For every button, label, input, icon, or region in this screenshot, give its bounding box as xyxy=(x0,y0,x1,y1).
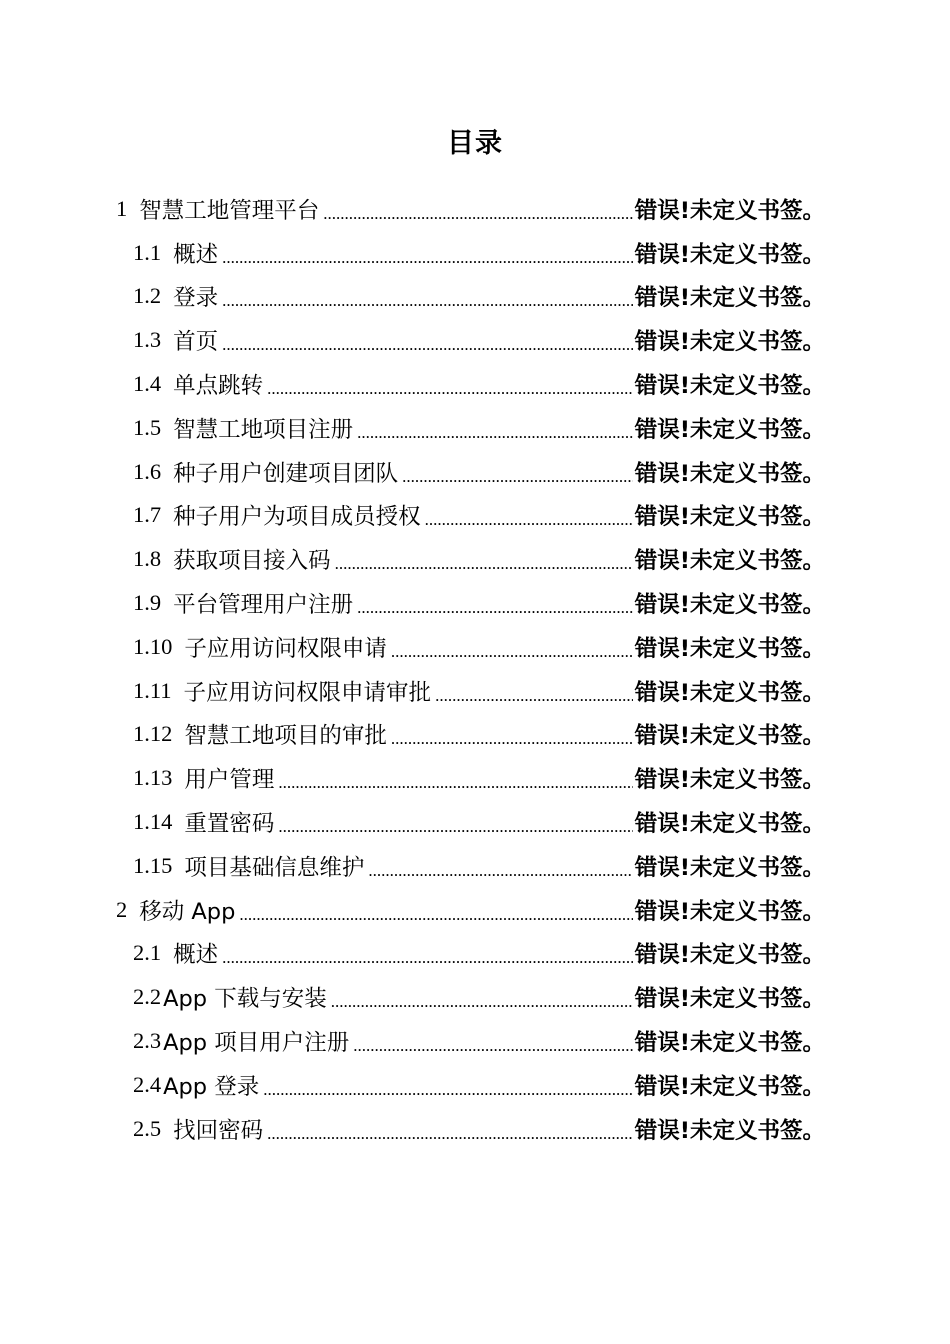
toc-entry-page-ref: 错误!未定义书签。 xyxy=(634,416,825,443)
toc-entry-number: 1 xyxy=(116,195,128,221)
toc-entry-label: 种子用户创建项目团队 xyxy=(173,460,399,487)
toc-entry[interactable] xyxy=(0,231,950,275)
toc-entry-number: 1.4 xyxy=(133,371,162,397)
toc-entry-label: 种子用户为项目成员授权 xyxy=(173,504,421,531)
toc-leader-dots xyxy=(353,1037,633,1063)
toc-leader-dots xyxy=(278,818,632,844)
toc-entry-label: App 项目用户注册 xyxy=(163,1030,350,1057)
toc-entry-page-ref: 错误!未定义书签。 xyxy=(634,635,825,662)
toc-leader-dots xyxy=(222,292,633,318)
toc-entry-number: 1.14 xyxy=(133,809,173,835)
toc-entry-number: 2.1 xyxy=(133,940,162,966)
toc-entry-page-ref: 错误!未定义书签。 xyxy=(634,986,825,1013)
toc-entry[interactable] xyxy=(0,713,950,757)
toc-entry-label: 登录 xyxy=(173,285,219,312)
toc-leader-dots xyxy=(331,993,633,1019)
toc-entry-page-ref: 错误!未定义书签。 xyxy=(634,723,825,750)
toc-entry-page-ref: 错误!未定义书签。 xyxy=(634,285,825,312)
toc-entry-label: 移动 App xyxy=(139,898,236,925)
toc-entry-number: 1.13 xyxy=(133,765,173,791)
toc-leader-dots xyxy=(402,468,633,494)
toc-entry-page-ref: 错误!未定义书签。 xyxy=(634,373,825,400)
toc-entry-number: 1.7 xyxy=(133,502,162,528)
toc-entry-page-ref: 错误!未定义书签。 xyxy=(634,504,825,531)
toc-entry[interactable] xyxy=(0,1019,950,1063)
toc-leader-dots xyxy=(357,424,633,450)
toc-entry-page-ref: 错误!未定义书签。 xyxy=(634,1073,825,1100)
toc-entry-page-ref: 错误!未定义书签。 xyxy=(634,679,825,706)
toc-entry-page-ref: 错误!未定义书签。 xyxy=(634,811,825,838)
toc-leader-dots xyxy=(267,380,633,406)
toc-entry-number: 1.1 xyxy=(133,239,162,265)
toc-entry-label: 单点跳转 xyxy=(173,373,264,400)
toc-entry-page-ref: 错误!未定义书签。 xyxy=(634,1117,825,1144)
toc-entry[interactable] xyxy=(0,318,950,362)
toc-leader-dots xyxy=(323,205,632,231)
toc-leader-dots xyxy=(222,949,633,975)
toc-leader-dots xyxy=(239,906,632,932)
toc-entry-number: 2.4 xyxy=(133,1071,162,1097)
toc-entry-number: 1.11 xyxy=(133,677,172,703)
toc-entry-page-ref: 错误!未定义书签。 xyxy=(634,1030,825,1057)
toc-entry-label: 项目基础信息维护 xyxy=(184,854,365,881)
toc-entry-number: 1.10 xyxy=(133,633,173,659)
toc-entry[interactable] xyxy=(0,756,950,800)
toc-entry-label: App 登录 xyxy=(163,1073,260,1100)
toc-entry[interactable] xyxy=(0,1107,950,1151)
toc-entry[interactable] xyxy=(0,800,950,844)
toc-entry-number: 1.9 xyxy=(133,590,162,616)
toc-entry[interactable] xyxy=(0,494,950,538)
toc-entry-number: 2 xyxy=(116,896,128,922)
toc-entry-page-ref: 错误!未定义书签。 xyxy=(634,329,825,356)
toc-entry-label: 重置密码 xyxy=(184,811,275,838)
toc-leader-dots xyxy=(222,249,633,275)
toc-entry-page-ref: 错误!未定义书签。 xyxy=(634,241,825,268)
toc-entry-label: 找回密码 xyxy=(173,1117,264,1144)
toc-entry[interactable] xyxy=(0,669,950,713)
toc-entry-page-ref: 错误!未定义书签。 xyxy=(634,548,825,575)
toc-entry-label: 首页 xyxy=(173,329,219,356)
toc-title: 目录 xyxy=(447,128,503,159)
toc-leader-dots xyxy=(368,862,632,888)
toc-entry-page-ref: 错误!未定义书签。 xyxy=(634,767,825,794)
toc-entry-label: 平台管理用户注册 xyxy=(173,592,354,619)
toc-entry[interactable] xyxy=(0,888,950,932)
toc-entry-number: 1.15 xyxy=(133,852,173,878)
toc-entry-page-ref: 错误!未定义书签。 xyxy=(634,197,825,224)
toc-entry-label: App 下载与安装 xyxy=(163,986,327,1013)
toc-leader-dots xyxy=(263,1081,633,1107)
toc-entry-label: 智慧工地管理平台 xyxy=(139,197,320,224)
toc-leader-dots xyxy=(425,511,633,537)
toc-entry-number: 1.3 xyxy=(133,327,162,353)
toc-entry-number: 1.2 xyxy=(133,283,162,309)
toc-entry-label: 获取项目接入码 xyxy=(173,548,331,575)
toc-entry[interactable] xyxy=(0,187,950,231)
toc-entry-label: 概述 xyxy=(173,942,219,969)
toc-leader-dots xyxy=(391,730,633,756)
toc-leader-dots xyxy=(391,643,633,669)
toc-entry[interactable] xyxy=(0,932,950,976)
toc-entry-label: 子应用访问权限申请审批 xyxy=(183,679,432,706)
toc-entry[interactable] xyxy=(0,406,950,450)
toc-entry[interactable] xyxy=(0,450,950,494)
toc-entry-number: 1.8 xyxy=(133,546,162,572)
toc-entry-label: 智慧工地项目的审批 xyxy=(184,723,387,750)
toc-entry-number: 1.5 xyxy=(133,414,162,440)
toc-entry-page-ref: 错误!未定义书签。 xyxy=(634,460,825,487)
toc-entry[interactable] xyxy=(0,362,950,406)
toc-leader-dots xyxy=(335,555,633,581)
toc-entry-label: 子应用访问权限申请 xyxy=(184,635,387,662)
toc-entry[interactable] xyxy=(0,625,950,669)
toc-entry[interactable] xyxy=(0,275,950,319)
toc-entry-number: 2.2 xyxy=(133,984,162,1010)
toc-entry-page-ref: 错误!未定义书签。 xyxy=(634,854,825,881)
toc-entry-number: 2.3 xyxy=(133,1028,162,1054)
toc-entry-label: 概述 xyxy=(173,241,219,268)
toc-leader-dots xyxy=(278,774,632,800)
toc-entry[interactable] xyxy=(0,844,950,888)
toc-entry[interactable] xyxy=(0,537,950,581)
toc-entry[interactable] xyxy=(0,975,950,1019)
toc-leader-dots xyxy=(435,687,633,713)
toc-entry[interactable] xyxy=(0,1063,950,1107)
toc-leader-dots xyxy=(267,1125,633,1151)
toc-entry-label: 智慧工地项目注册 xyxy=(173,416,354,443)
toc-entry-page-ref: 错误!未定义书签。 xyxy=(634,898,825,925)
toc-leader-dots xyxy=(357,599,633,625)
toc-entry-page-ref: 错误!未定义书签。 xyxy=(634,942,825,969)
toc-entry-number: 1.6 xyxy=(133,458,162,484)
toc-entry-page-ref: 错误!未定义书签。 xyxy=(634,592,825,619)
toc-entry-number: 2.5 xyxy=(133,1115,162,1141)
toc-entry-number: 1.12 xyxy=(133,721,173,747)
toc-leader-dots xyxy=(222,336,633,362)
toc-entry-label: 用户管理 xyxy=(184,767,275,794)
toc-list xyxy=(0,187,950,1151)
toc-entry[interactable] xyxy=(0,581,950,625)
